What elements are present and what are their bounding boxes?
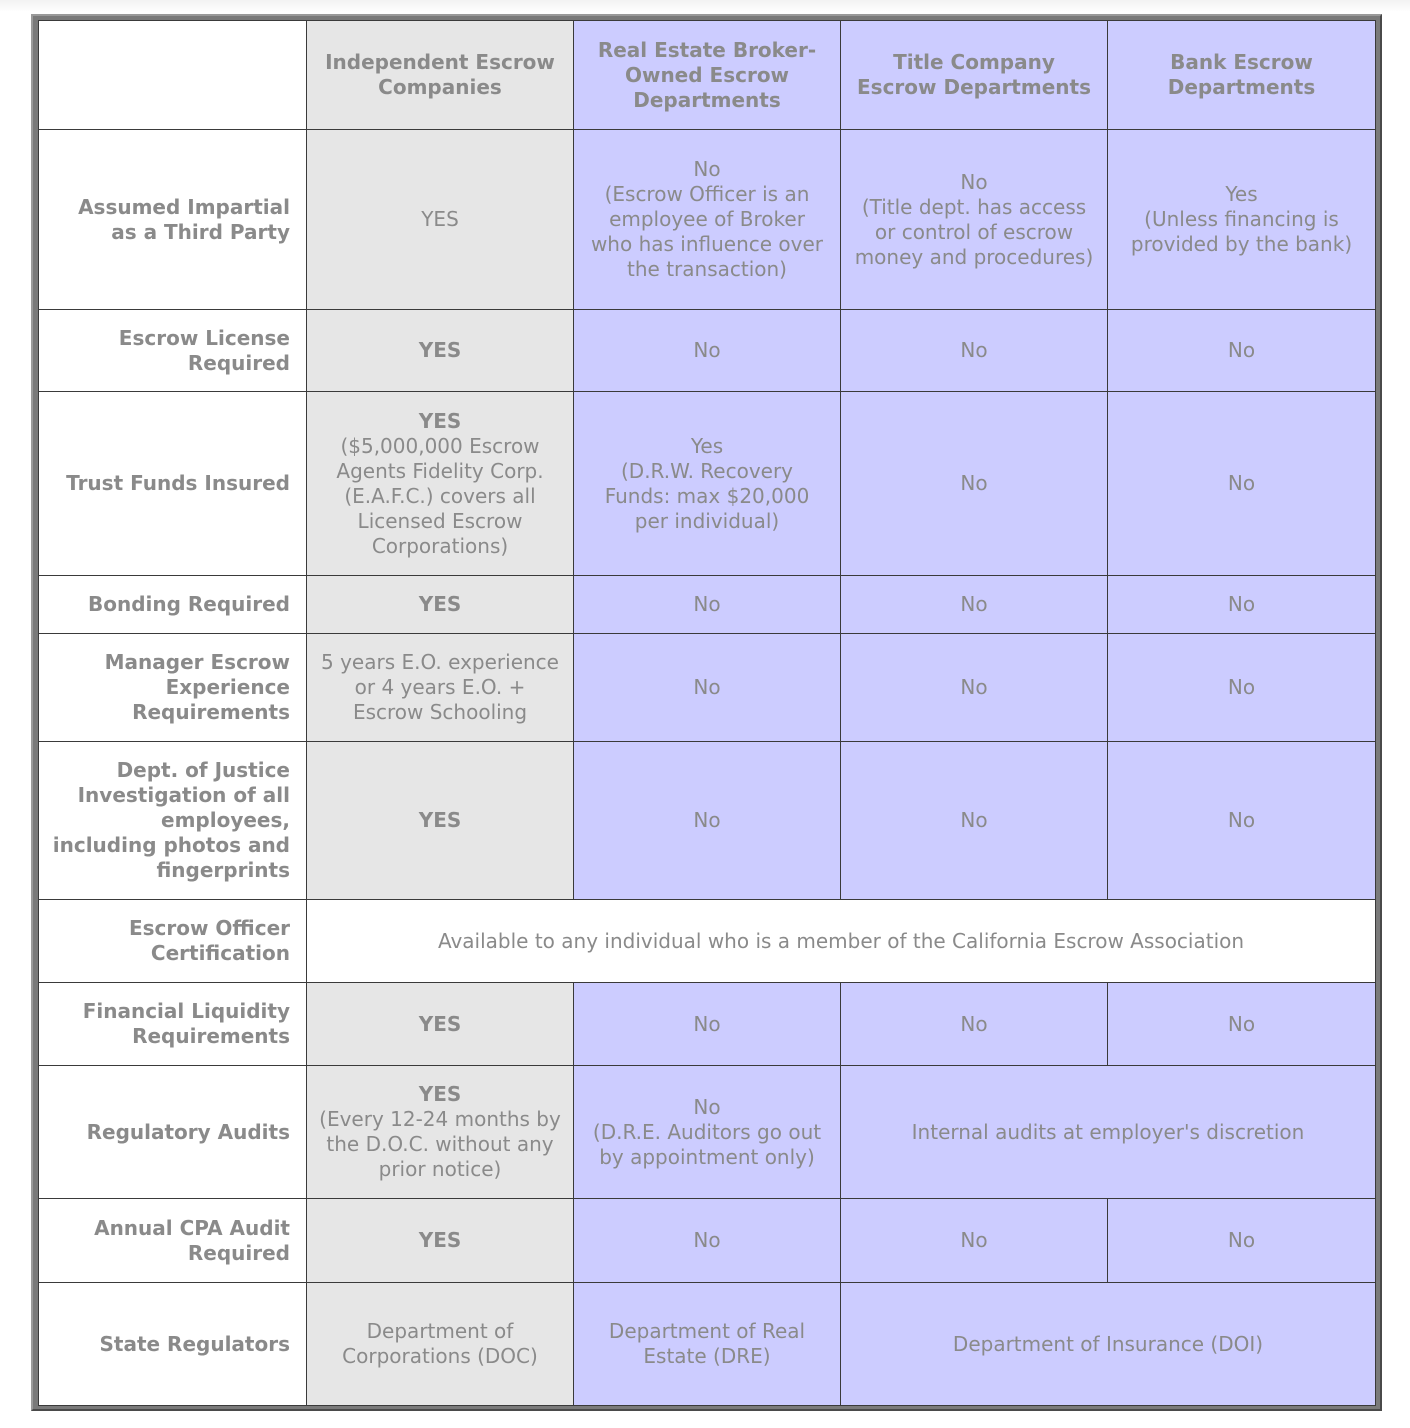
row-audits [39,1066,1376,1199]
cell-trust-funds-bank: No [1108,392,1376,576]
col-header-title: Title Company Escrow Departments [841,21,1108,130]
cell-liquidity-bank: No [1108,983,1376,1066]
cell-impartial-broker: No (Escrow Officer is an employee of Broker who has influence over the transaction) [574,130,841,310]
cell-trust-funds-title: No [841,392,1108,576]
row-label-license: Escrow License Required [39,310,307,392]
cell-cpa-audit-bank: No [1108,1199,1376,1283]
header-corner [39,21,307,130]
cell-doj-investigation-broker: No [574,742,841,900]
row-label-manager-experience: Manager Escrow Experience Requirements [39,634,307,742]
cell-impartial-title: No (Title dept. has access or control of escrow money and procedures) [841,130,1108,310]
row-bonding [39,576,1376,634]
cell-manager-experience-independent: 5 years E.O. experience or 4 years E.O. + Escrow Schooling [307,634,574,742]
col-header-independent: Independent Escrow Companies [307,21,574,130]
row-label-regulators: State Regulators [39,1283,307,1406]
cell-liquidity-independent: YES [307,983,574,1066]
cell-doj-investigation-independent: YES [307,742,574,900]
cell-license-bank: No [1108,310,1376,392]
row-cpa-audit [39,1199,1376,1283]
row-manager-experience [39,634,1376,742]
cell-manager-experience-title: No [841,634,1108,742]
cell-bonding-broker: No [574,576,841,634]
row-label-audits: Regulatory Audits [39,1066,307,1199]
col-header-bank: Bank Escrow Departments [1108,21,1376,130]
row-label-liquidity: Financial Liquidity Requirements [39,983,307,1066]
cell-manager-experience-broker: No [574,634,841,742]
cell-liquidity-title: No [841,983,1108,1066]
row-label-cpa-audit: Annual CPA Audit Required [39,1199,307,1283]
cell-regulators-broker: Department of Real Estate (DRE) [574,1283,841,1406]
row-label-certification: Escrow Officer Certification [39,900,307,983]
row-regulators [39,1283,1376,1406]
header-row [39,21,1376,130]
cell-license-independent: YES [307,310,574,392]
cell-manager-experience-bank: No [1108,634,1376,742]
row-liquidity [39,983,1376,1066]
cell-bonding-bank: No [1108,576,1376,634]
cell-doj-investigation-title: No [841,742,1108,900]
cell-license-broker: No [574,310,841,392]
escrow-comparison-table [38,20,1376,1406]
cell-trust-funds-independent-answer: YES [418,408,462,433]
row-doj-investigation [39,742,1376,900]
cell-audits-independent-answer: YES [418,1082,462,1106]
cell-impartial-independent: YES [307,130,574,310]
cell-audits-independent-note: (Every 12-24 months by the D.O.C. without any prior notice) [319,1107,561,1181]
cell-audits-title-bank: Internal audits at employer's discretion [841,1066,1376,1199]
cell-certification-all: Available to any individual who is a member of the California Escrow Association [307,900,1376,983]
col-header-broker: Real Estate Broker-Owned Escrow Departments [574,21,841,130]
row-label-impartial: Assumed Impartial as a Third Party [39,130,307,310]
cell-cpa-audit-broker: No [574,1199,841,1283]
row-license [39,310,1376,392]
cell-audits-independent [307,1066,574,1199]
cell-license-title: No [841,310,1108,392]
row-certification [39,900,1376,983]
cell-trust-funds-independent [307,392,574,576]
cell-bonding-independent: YES [307,576,574,634]
cell-audits-broker: No (D.R.E. Auditors go out by appointment only) [574,1066,841,1199]
cell-impartial-bank: Yes (Unless financing is provided by the bank) [1108,130,1376,310]
row-label-doj-investigation: Dept. of Justice Investigation of all employees, including photos and fingerprints [39,742,307,900]
cell-cpa-audit-independent: YES [307,1199,574,1283]
row-impartial [39,130,1376,310]
cell-regulators-title-bank: Department of Insurance (DOI) [841,1283,1376,1406]
cell-bonding-title: No [841,576,1108,634]
cell-trust-funds-independent-note: ($5,000,000 Escrow Agents Fidelity Corp. (E.A.F.C.) covers all Licensed Escrow Corporations) [336,433,544,558]
cell-cpa-audit-title: No [841,1199,1108,1283]
row-trust-funds [39,392,1376,576]
row-label-trust-funds: Trust Funds Insured [39,392,307,576]
cell-liquidity-broker: No [574,983,841,1066]
row-label-bonding: Bonding Required [39,576,307,634]
cell-regulators-independent: Department of Corporations (DOC) [307,1283,574,1406]
cell-trust-funds-broker: Yes (D.R.W. Recovery Funds: max $20,000 per individual) [574,392,841,576]
top-shadow [0,0,1410,12]
cell-doj-investigation-bank: No [1108,742,1376,900]
